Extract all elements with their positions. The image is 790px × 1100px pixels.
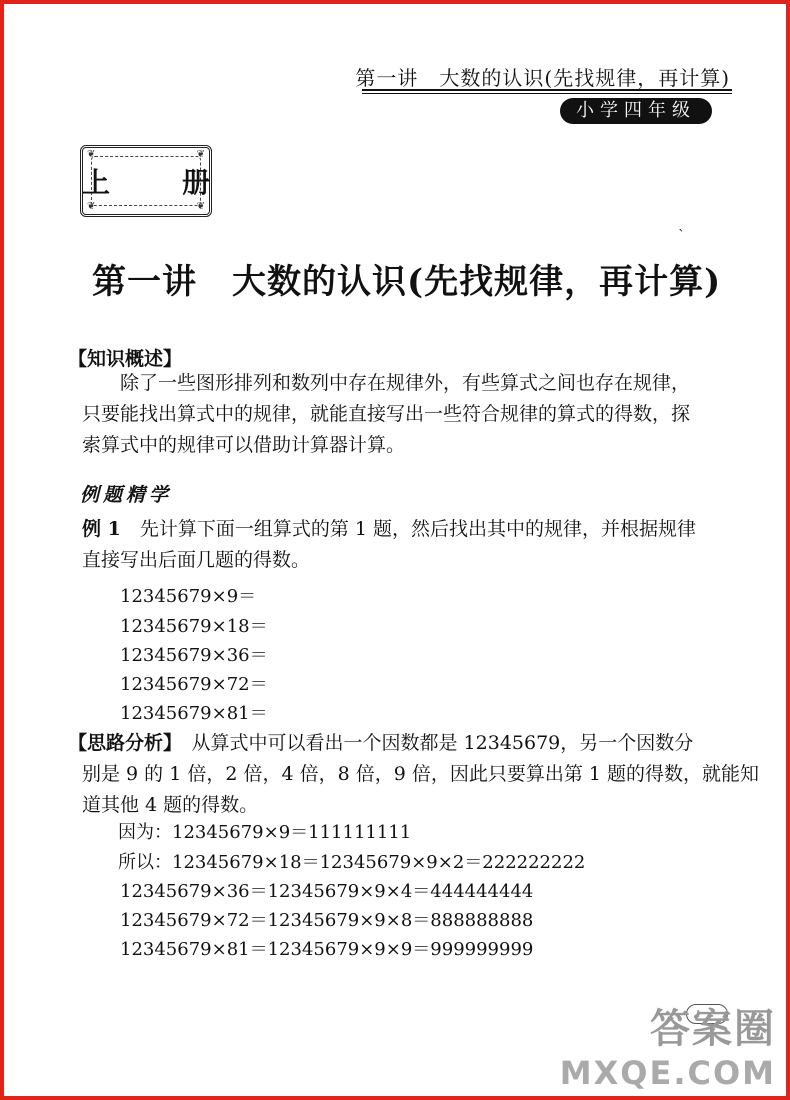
example1-line bbox=[82, 514, 742, 545]
example1-label: 例 1 bbox=[82, 518, 121, 540]
equation: 12345679×72＝ bbox=[120, 674, 268, 695]
equation: 12345679×9＝ bbox=[120, 586, 257, 607]
analysis-line: 别是 9 的 1 倍，2 倍，4 倍，8 倍，9 倍，因此只要算出第 1 题的得数，就能知 bbox=[82, 763, 760, 785]
equation: 12345679×81＝ bbox=[120, 703, 268, 724]
header-rule bbox=[362, 89, 732, 91]
overview-line: 索算式中的规律可以借助计算器计算。 bbox=[82, 434, 406, 456]
ornament-corner-icon: ❦ bbox=[196, 149, 205, 160]
example1-text: 先计算下面一组算式的第 1 题，然后找出其中的规律，并根据规律 bbox=[120, 518, 697, 540]
ornament-corner-icon: ❦ bbox=[87, 149, 96, 160]
lesson-title: 第一讲 大数的认识(先找规律，再计算) bbox=[92, 262, 722, 302]
equation: 12345679×18＝ bbox=[120, 616, 268, 637]
grade-badge: 小学四年级 bbox=[560, 98, 712, 124]
solution-line: 所以：12345679×18＝12345679×9×2＝222222222 bbox=[118, 852, 586, 873]
solution-line: 12345679×72＝12345679×9×8＝888888888 bbox=[120, 910, 534, 931]
volume-label: 上 册 bbox=[82, 166, 233, 199]
header-rule-thin bbox=[362, 93, 732, 94]
solution-line: 12345679×36＝12345679×9×4＝444444444 bbox=[120, 881, 534, 902]
example1-line: 直接写出后面几题的得数。 bbox=[82, 549, 311, 571]
stray-mark: ˋ bbox=[678, 228, 685, 244]
ornament-corner-icon: ❦ bbox=[87, 201, 96, 212]
overview-paragraph bbox=[82, 368, 742, 461]
running-header-title: 第一讲 大数的认识(先找规律，再计算) bbox=[355, 66, 730, 90]
ornament-corner-icon: ❦ bbox=[196, 201, 205, 212]
solution-line: 因为：12345679×9＝111111111 bbox=[118, 822, 412, 843]
volume-ornament-box bbox=[80, 145, 233, 217]
overview-line: 除了一些图形排列和数列中存在规律外，有些算式之间也存在规律， bbox=[82, 372, 691, 394]
examples-heading: 例题精学 bbox=[80, 484, 173, 506]
overview-line: 只要能找出算式中的规律，就能直接写出一些符合规律的算式的得数，探 bbox=[82, 403, 691, 425]
solution-line: 12345679×81＝12345679×9×9＝999999999 bbox=[120, 939, 534, 960]
analysis-paragraph bbox=[68, 728, 760, 821]
equation: 12345679×36＝ bbox=[120, 645, 268, 666]
watermark-domain: MXQE.COM bbox=[559, 1054, 776, 1092]
analysis-line: 道其他 4 题的得数。 bbox=[82, 794, 259, 816]
analysis-line bbox=[68, 728, 742, 759]
analysis-label: 【思路分析】 bbox=[68, 732, 173, 754]
example1-paragraph bbox=[82, 514, 742, 576]
overview-label: 【知识概述】 bbox=[68, 348, 183, 370]
watermark-logo-text: 答案圈 bbox=[650, 1006, 776, 1052]
analysis-text: 从算式中可以看出一个因数都是 12345679，另一个因数分 bbox=[172, 732, 694, 754]
